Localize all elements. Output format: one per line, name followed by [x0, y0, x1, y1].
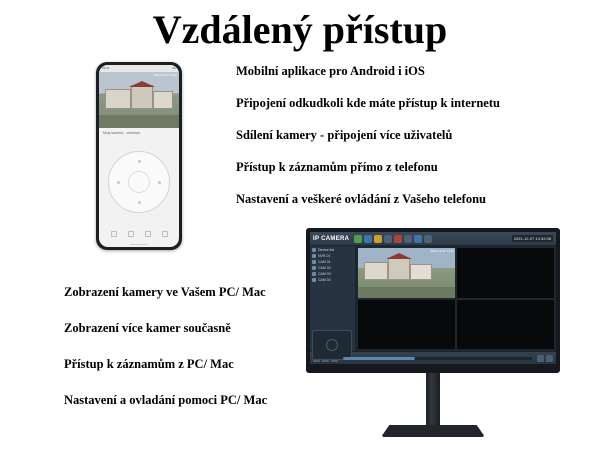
ptz-icon[interactable] [384, 235, 392, 243]
search-icon[interactable] [374, 235, 382, 243]
camera-icon [312, 278, 316, 282]
volume-icon[interactable] [537, 355, 544, 362]
list-item: Nastavení a veškeré ovládání z Vašeho telefonu [236, 192, 486, 206]
phone-mockup [96, 62, 182, 250]
list-item: Připojení odkudkoli kde máte přístup k internetu [236, 96, 500, 110]
camera-icon [312, 260, 316, 264]
mobile-feature-list [236, 64, 588, 224]
list-item[interactable] [312, 266, 353, 270]
pc-feature-list [64, 285, 324, 429]
ptz-control-pad[interactable] [108, 151, 170, 213]
nvr-icon [312, 254, 316, 258]
video-timestamp: 2021-12-07 14:32 [430, 249, 454, 253]
sidebar-item-label: CAM 04 [318, 278, 331, 282]
phone-status-time: 09:41 [102, 66, 110, 70]
building-shape [153, 91, 173, 109]
app-title: IP CAMERA [313, 235, 350, 242]
nvr-body [310, 246, 556, 351]
ptz-up-icon[interactable] [138, 160, 141, 163]
roof-shape [129, 81, 155, 87]
road-shape [358, 287, 455, 298]
page-title: Vzdálený přístup [152, 7, 448, 52]
camera-name-label: Moje kamera - venkovní [103, 131, 141, 135]
phone-status-bar [99, 65, 179, 72]
fullscreen-icon[interactable] [546, 355, 553, 362]
video-cell[interactable] [358, 300, 455, 350]
monitor-bezel [306, 228, 560, 373]
list-item[interactable] [312, 278, 353, 282]
ptz-center-button[interactable] [128, 171, 150, 193]
video-timestamp: 2021-12-07 14:32 [153, 73, 177, 77]
play-icon[interactable] [354, 235, 362, 243]
building-shape [105, 89, 131, 109]
video-cell[interactable] [358, 248, 455, 298]
snapshot-icon[interactable] [404, 235, 412, 243]
record-icon[interactable] [128, 231, 134, 237]
monitor-screen [310, 232, 556, 364]
nvr-toolbar [310, 232, 556, 246]
snapshot-icon[interactable] [111, 231, 117, 237]
building-shape [388, 258, 410, 280]
phone-action-bar [99, 231, 179, 237]
list-item: Zobrazení kamery ve Vašem PC/ Mac [64, 285, 266, 299]
road-shape [99, 115, 179, 128]
ptz-down-icon[interactable] [138, 201, 141, 204]
building-shape [410, 264, 432, 280]
list-item: Zobrazení více kamer současně [64, 321, 231, 335]
settings-icon[interactable] [162, 231, 168, 237]
ptz-control-panel[interactable] [312, 330, 352, 360]
list-item: Sdílení kamery - připojení více uživatelů [236, 128, 453, 142]
grid-layout-icon[interactable] [364, 235, 372, 243]
sidebar-item-label: CAM 03 [318, 272, 331, 276]
list-item: Přístup k záznamům z PC/ Mac [64, 357, 234, 371]
record-icon[interactable] [394, 235, 402, 243]
list-item[interactable] [312, 260, 353, 264]
sidebar-item-label: CAM 01 [318, 260, 331, 264]
video-cell[interactable] [457, 248, 554, 298]
gear-icon[interactable] [414, 235, 422, 243]
sidebar-item-label: Device list [318, 248, 334, 252]
list-item: Nastavení a ovladání pomoci PC/ Mac [64, 393, 268, 407]
video-cell[interactable] [457, 300, 554, 350]
sidebar-item-label: CAM 02 [318, 266, 331, 270]
monitor-stand-neck [426, 373, 440, 428]
lock-icon[interactable] [424, 235, 432, 243]
mic-icon[interactable] [145, 231, 151, 237]
list-item[interactable] [312, 248, 353, 252]
camera-icon [312, 266, 316, 270]
monitor-mockup [306, 228, 560, 443]
sidebar-item-label: NVR-01 [318, 254, 331, 258]
building-shape [364, 262, 388, 280]
video-grid [356, 246, 556, 351]
list-item[interactable] [312, 272, 353, 276]
ptz-center-button[interactable] [326, 339, 338, 351]
toolbar-icon-group [354, 235, 432, 243]
list-item: Přístup k záznamům přímo z telefonu [236, 160, 438, 174]
folder-icon [312, 248, 316, 252]
monitor-stand-base [381, 425, 485, 437]
device-tree-sidebar[interactable] [310, 246, 356, 351]
list-item[interactable] [312, 254, 353, 258]
phone-screen [99, 65, 179, 247]
list-item: Mobilní aplikace pro Android i iOS [236, 64, 425, 78]
home-indicator [130, 244, 148, 246]
roof-shape [386, 253, 412, 259]
camera-icon [312, 272, 316, 276]
ptz-right-icon[interactable] [158, 181, 161, 184]
phone-status-network: 4G [171, 66, 176, 70]
phone-live-video[interactable] [99, 72, 179, 128]
building-shape [131, 85, 153, 109]
timeline-scrubber[interactable] [343, 357, 532, 360]
clock-label: 2021-12-07 14:32:08 [513, 236, 551, 241]
ptz-left-icon[interactable] [117, 181, 120, 184]
